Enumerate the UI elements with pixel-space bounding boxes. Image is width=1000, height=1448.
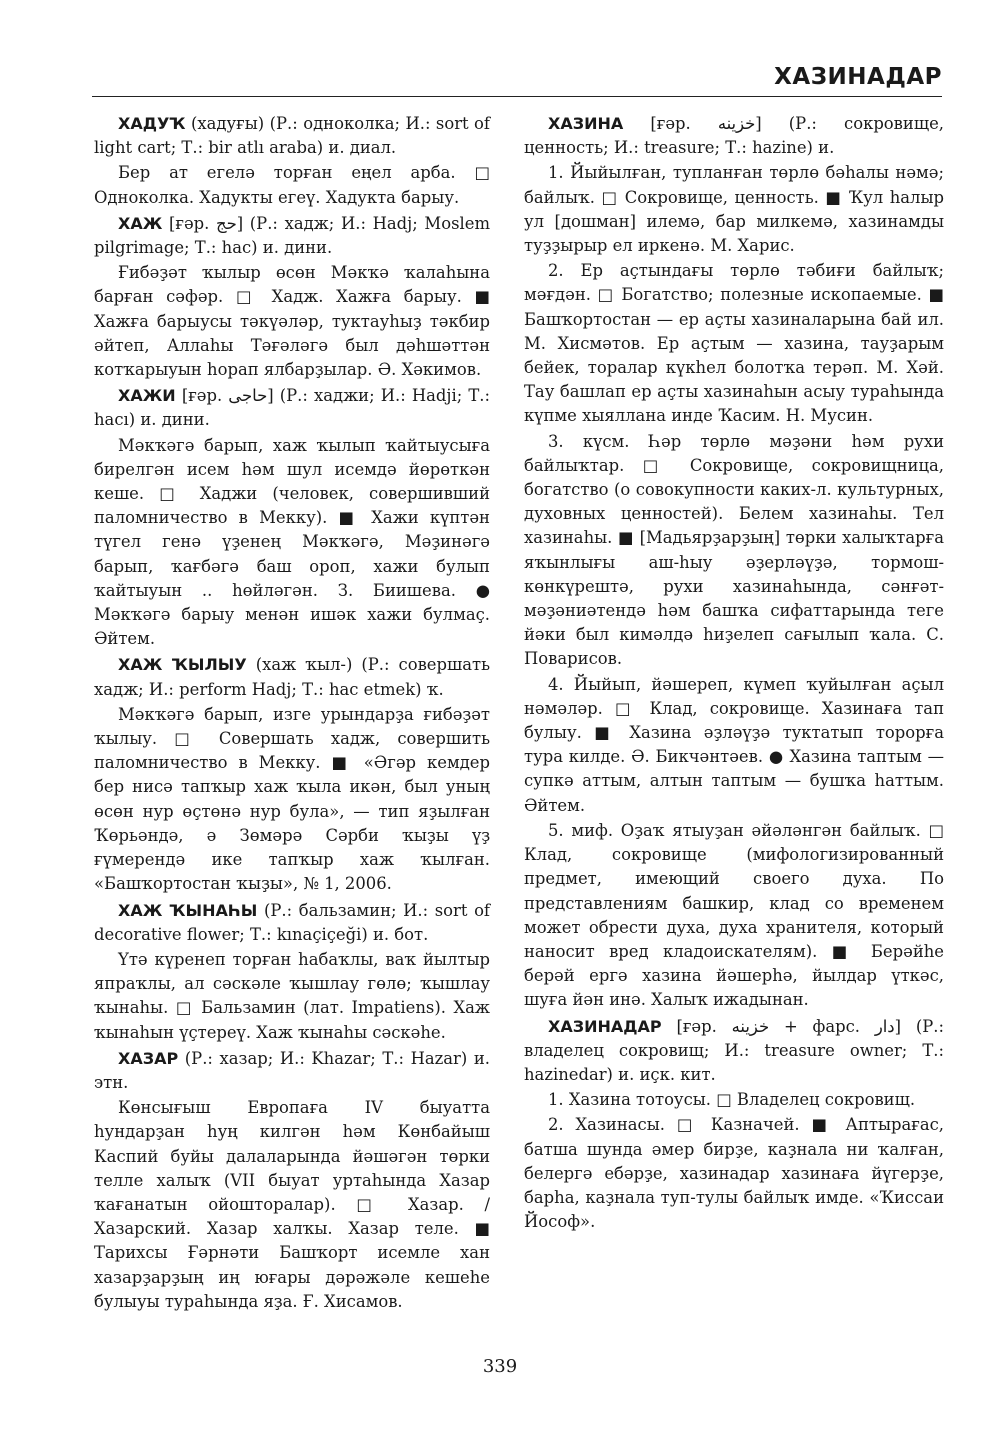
page-number: 339	[482, 1356, 518, 1377]
entry-sense: Бер ат егелә торған еңел арба. □ Одноколка. Хадукты егеү. Хадукта барыу.	[94, 163, 490, 207]
entry-headword: ХАЖ ҠЫЛЫУ	[118, 655, 247, 675]
entry-grammar-line: [ғәр. حاجی] (Р.: хаджи; И.: Hadji; Т.: hacı) и. дини.	[94, 386, 490, 430]
entry-sense: 2. Хазинасы. □ Казначей. ■ Аптырағас, батша шунда әмер бирҙе, каҙнала ни ҡалған, белергә ебәрҙе, хазинадар хазинаға йүгерҙе, барһа, каҙнала туп-тулы байлыҡ имде. «Ҡиссаи Йософ».	[524, 1115, 944, 1232]
entry-headline	[94, 384, 490, 432]
entry-headline	[94, 899, 490, 947]
entry-grammar-line: [ғәр. خزينه] (Р.: сокровище, ценность; И.: treasure; Т.: hazine) и.	[524, 114, 944, 158]
dictionary-entry	[94, 1047, 490, 1314]
entry-sense: 5. миф. Оҙаҡ ятыуҙан әйәләнгән байлыҡ. □ Клад, сокровище (мифологизированный предмет, имеющий своего духа. По представлениям башкир, клад со временем может обрести духа, духа хранителя, который наносит вред кладоискателям). ■ Берәйһе берәй ергә хазина йәшерһә, йылдар үткәс, шуға йән инә. Халыҡ ижадынан.	[524, 820, 944, 1010]
entry-headline	[94, 1047, 490, 1095]
entry-headword: ХАЗАР	[118, 1048, 179, 1068]
entry-sense: Мәкҡәгә барып, изге урындарҙа ғибәҙәт ҡылыу. □ Совершать хадж, совершить паломничество в Мекку. ■ «Әгәр кемдер бер нисә тапҡыр хаж ҡыла икән, был уның өсөн нур өҫтөнә нур була», — тип яҙылған Ҡөрьәндә, ә Зөмәрә Сәрби ҡыҙы үҙ ғүмерендә ике тапҡыр хаж ҡылған. «Башҡортостан ҡыҙы», № 1, 2006.	[94, 704, 490, 894]
entry-sense: 1. Йыйылған, тупланған төрлө бәһалы нәмә; байлыҡ. □ Сокровище, ценность. ■ Ҡул һалыр ул [дошман] илемә, бар милкемә, хазинамды туҙҙырыр ел иркенә. М. Харис.	[524, 163, 944, 256]
dictionary-entry	[94, 653, 490, 896]
dictionary-entry	[524, 1015, 944, 1235]
entry-headword: ХАДУҠ	[118, 114, 186, 133]
entry-sense: Мәкҡәгә барып, хаж ҡылып ҡайтыусыға бирелгән исем һәм шул исемдә йөрөткән кеше. □ Хаджи (человек, совершивший паломничество в Мекку). ■ Хажи күптән түгел генә үҙенең Мәкҡәгә, Мәҙинәгә барып, ҡағбәгә баш ороп, хажи булып ҡайтыуын .. һөйләгән. З. Биишева. ● Мәкҡәгә барыу менән ишәк хажи булмаҫ. Әйтем.	[94, 435, 490, 649]
entry-headword: ХАЖ	[118, 213, 163, 233]
running-head: ХАЗИНАДАР	[774, 64, 942, 90]
entry-sense: Көнсығыш Европаға IV быуатта һундарҙан һуң килгән һәм Көнбайыш Каспий буйы далаларында йәшәгән төрки телле халыҡ (VII быуат уртаһында Хазар ҡағанатын ойошторалар). □ Хазар. / Хазарский. Хазар халҡы. Хазар теле. ■ Тарихсы Ғәрнәти Башҡорт исемле хан хазарҙарҙың иң юғары дәрәжәле кешеһе булыуы тураһында яҙа. Ғ. Хисамов.	[94, 1098, 490, 1311]
entry-headline	[524, 112, 944, 160]
entry-headline	[94, 212, 490, 260]
right-column	[524, 112, 944, 1236]
dictionary-entry	[94, 384, 490, 651]
header-rule	[92, 96, 942, 97]
entry-sense: Үтә күренеп торған һабаҡлы, ваҡ йылтыр япраҡлы, ал сәскәле ҡышлау гөлө; ҡышлау ҡынаһы. □ Бальзамин (лат. Impatiens). Хаж ҡынаһын үҫтереү. Хаж ҡынаһы сәскәһе.	[94, 949, 490, 1042]
entry-sense: 1. Хазина тотоусы. □ Владелец сокровищ.	[548, 1090, 916, 1110]
entry-headline	[94, 653, 490, 701]
entry-grammar-line: (Р.: хазар; И.: Khazar; Т.: Hazar) и. этн.	[94, 1048, 490, 1092]
entry-grammar-line: (хаж ҡыл-) (Р.: совершать хадж; И.: perform Hadj; Т.: hac etmek) ҡ.	[94, 655, 490, 699]
entry-headword: ХАЖ ҠЫНАҺЫ	[118, 900, 258, 920]
entry-sense: 3. күсм. Һәр төрлө мәҙәни һәм рухи байлыҡтар. □ Сокровище, сокровищница, богатство (о совокупности каких-л. культурных, духовных ценностей). Белем хазинаһы. Тел хазинаһы. ■ [Мадьярҙарҙың] төрки халыҡтарға яҡынлығы аш-һыу әҙерләүҙә, тормош-көнкүрештә, рухи хазинаһында, сәнғәт-мәҙәниәтендә һәм башҡа сифаттарында теге йәки был кимәлдә һиҙелеп сағылып ҡала. С. Поварисов.	[524, 431, 944, 669]
entry-grammar-line: (Р.: бальзамин; И.: sort of decorative flower; Т.: kınaçiçeği) и. бот.	[94, 900, 491, 944]
entry-headword: ХАЖИ	[118, 386, 176, 406]
dictionary-entry	[94, 899, 490, 1045]
entry-headline	[94, 112, 490, 160]
entry-sense: 4. Йыйып, йәшереп, күмеп ҡуйылған аҫыл нәмәләр. □ Клад, сокровище. Хазинаға тап булыу. ■ Хазина әҙләүҙә туктатып торорға тура килдe. Ә. Бикчәнтәев. ● Хазина таптым — супкә аттым, алтын таптым — бушҡа һаттым. Әйтем.	[524, 674, 944, 815]
entry-grammar-line: [ғәр. حج] (Р.: хадж; И.: Hadj; Moslem pilgrimage; Т.: hac) и. дини.	[94, 213, 490, 258]
entry-headword: ХАЗИНАДАР	[548, 1016, 662, 1036]
dictionary-entry	[94, 212, 490, 382]
entry-headline	[524, 1015, 944, 1088]
entry-grammar-line: [ғәр. خزينه + фарс. دار] (Р.: владелец сокровищ; И.: treasure owner; Т.: hazinedar) и. иҫк. кит.	[524, 1016, 944, 1084]
entry-sense: Ғибәҙәт ҡылыр өсөн Мәкҡә ҡалаһына барған сәфәр. □ Хадж. Хажға барыу. ■ Хажға барыусы тәкүәләр, туктауһыҙ тәкбир әйтеп, Аллаһы Тәғәләгә был дәһшәттән котҡарыуын һорап ялбарҙылар. Ә. Хәкимов.	[94, 263, 490, 380]
left-column	[94, 112, 490, 1316]
entry-grammar-line: (хадуғы) (Р.: одноколка; И.: sort of light cart; Т.: bir atlı araba) и. диал.	[94, 114, 490, 158]
entry-headword: ХАЗИНА	[548, 114, 624, 133]
dictionary-entry	[94, 112, 490, 210]
dictionary-entry	[524, 112, 944, 1013]
entry-sense: 2. Ер аҫтындағы төрлө тәбиғи байлыҡ; мәғдән. □ Богатство; полезные ископаемые. ■ Башҡортостан — ер аҫты хазиналарына бай ил. М. Хисмәтов. Ер аҫтым — хазина, тауҙарым бейек, торалар күкһел болотҡа терәп. М. Хәй. Тау башлап ер аҫты хазинаһын асыу тураһында күпме хыялланa инде Ҡасим. Н. Мусин.	[524, 261, 944, 426]
